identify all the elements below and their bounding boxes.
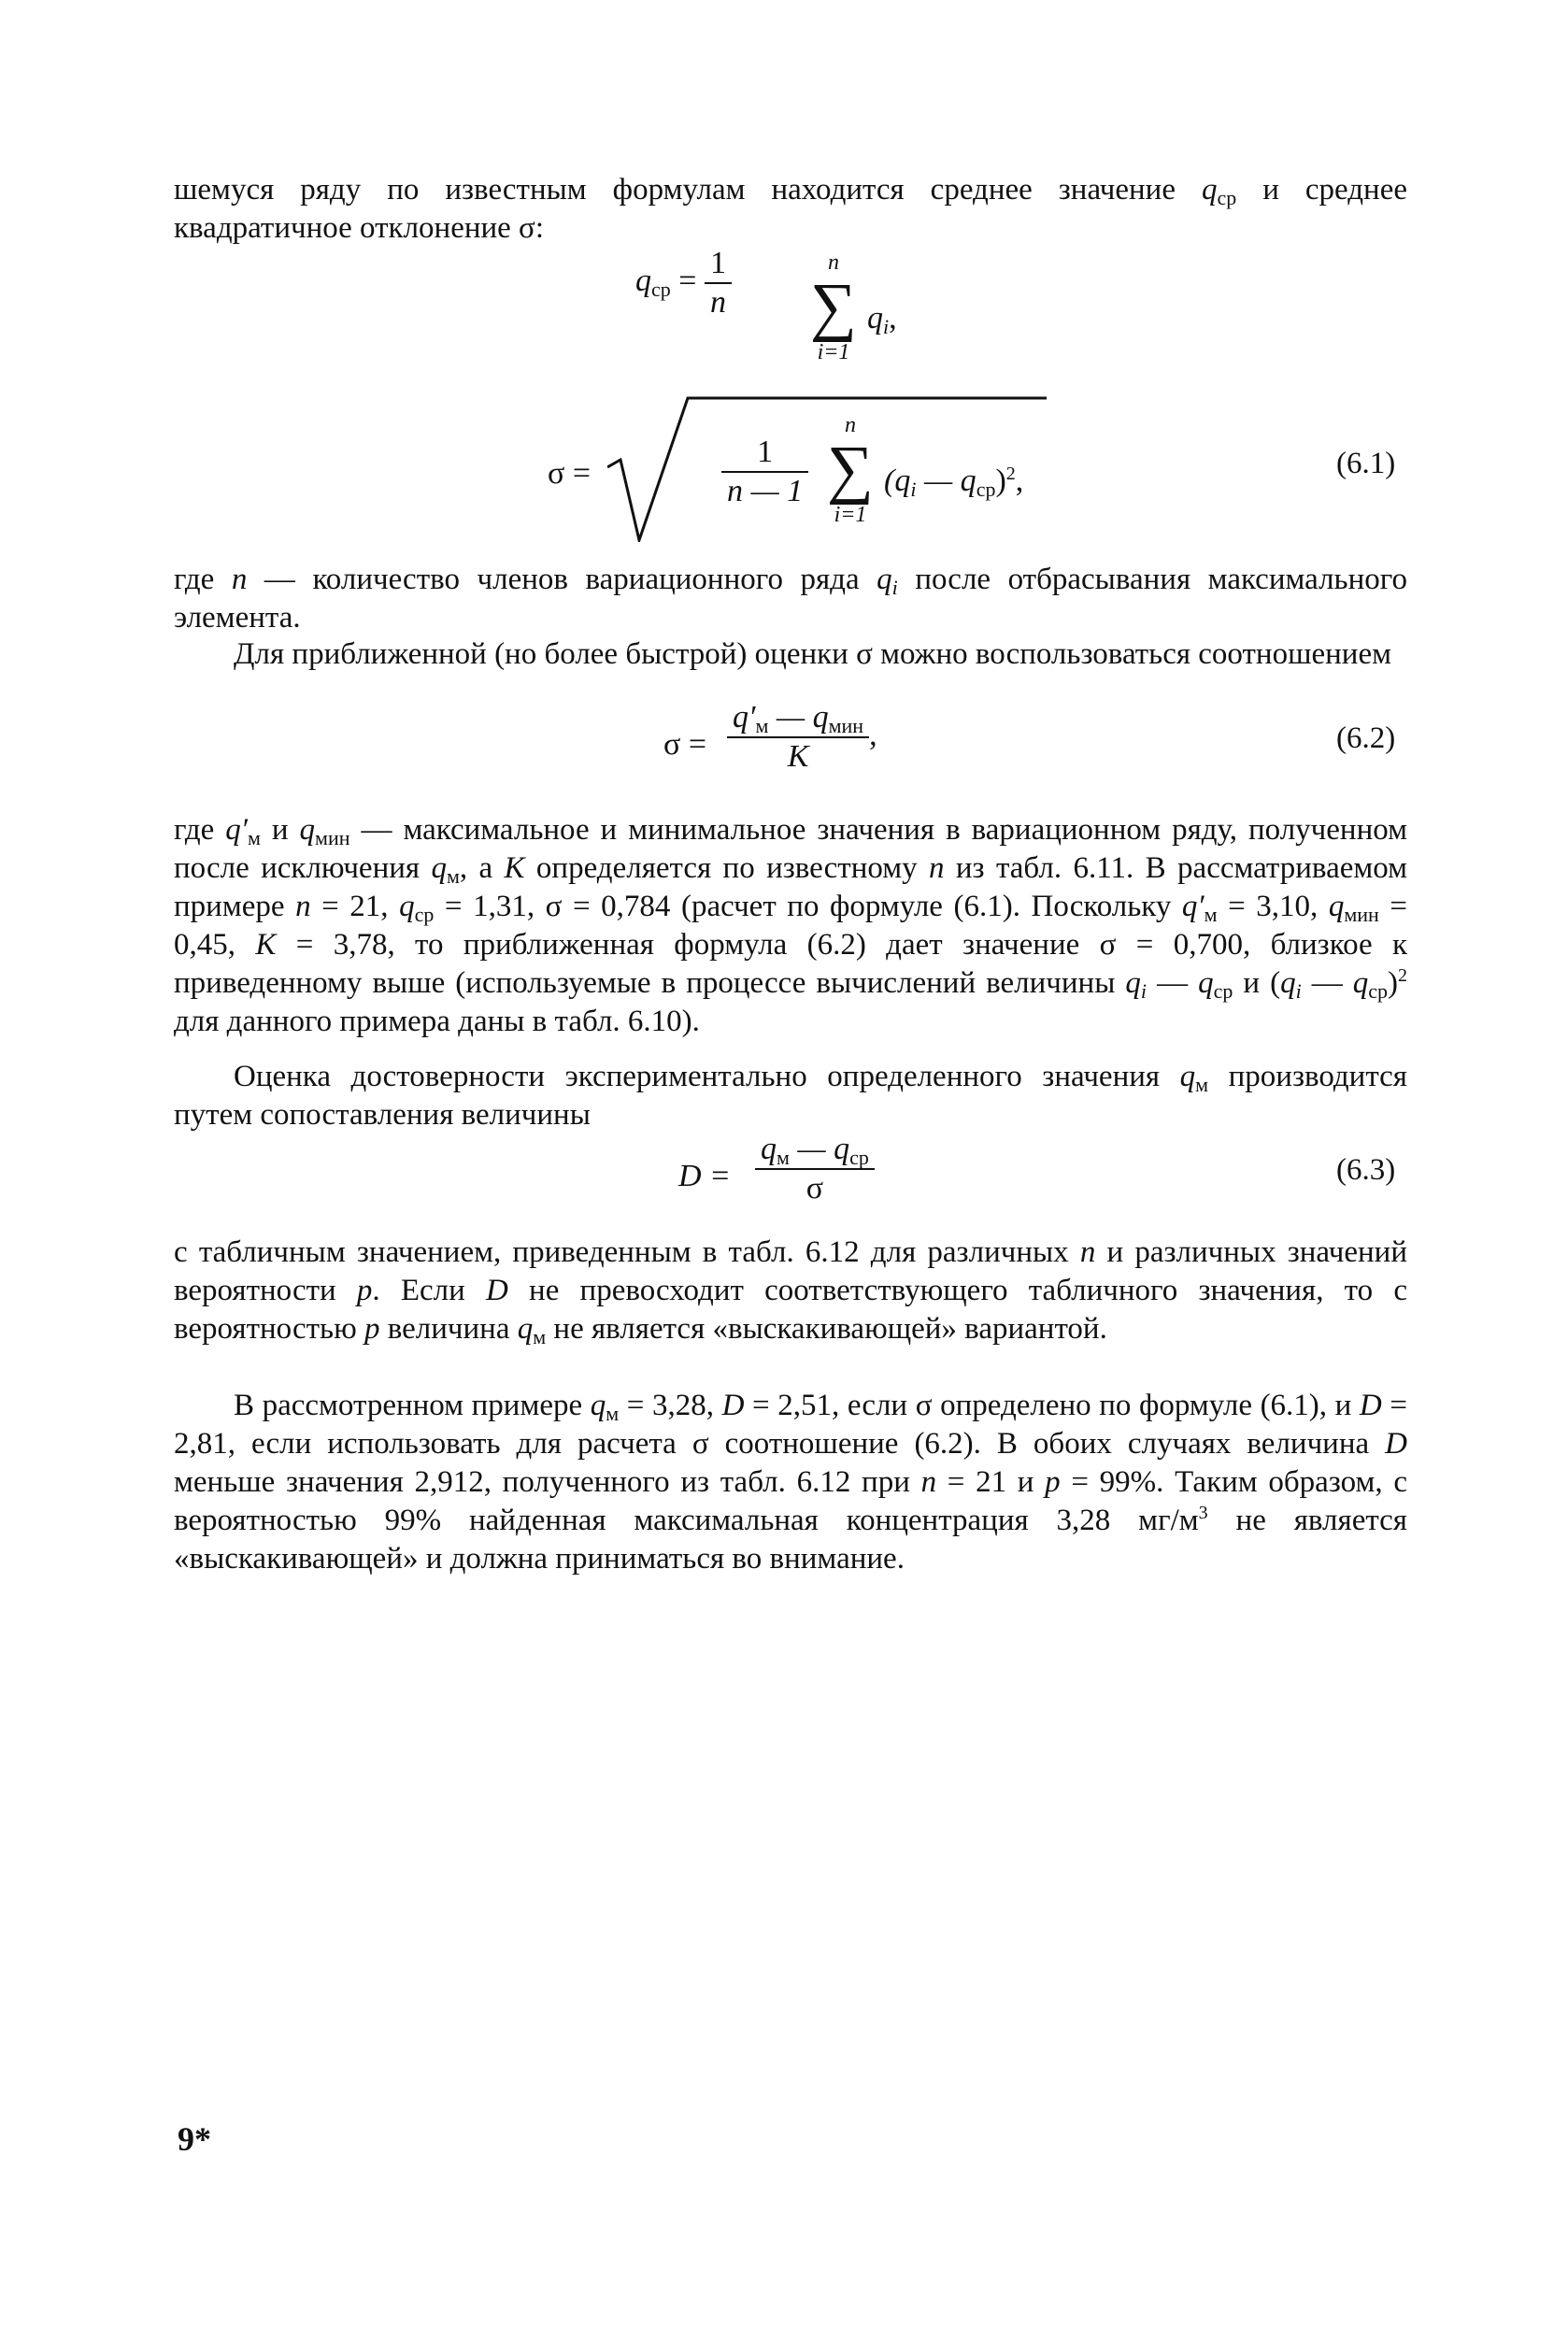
p3-t5: определяется по известному <box>524 851 930 885</box>
p3-q7: q <box>1125 966 1141 1000</box>
p5-D: D <box>486 1274 508 1307</box>
eq1-sum-sign: ∑ <box>810 271 857 343</box>
p3-t14: — <box>1301 966 1353 1000</box>
p3-q7-sub: i <box>1140 979 1147 1003</box>
eq1-fraction <box>705 245 732 321</box>
eq3-lhs: σ = <box>663 727 707 762</box>
p3-q2-sub: мин <box>315 826 350 849</box>
eq3-fraction <box>727 699 869 776</box>
intro-text-2: и среднее квадратичное отклонение σ: <box>174 173 1407 245</box>
eq3-num-q1: q′ <box>733 700 756 735</box>
eq1-comma: , <box>889 301 897 335</box>
p1-q-sub: i <box>891 576 898 599</box>
p3-t8: = 1,31, σ = 0,784 (расчет по формуле (6.1). Поскольку <box>434 890 1182 923</box>
intro-paragraph <box>174 171 1407 248</box>
p1-t1: где <box>174 563 232 596</box>
eq3-num-sub2: мин <box>828 714 864 737</box>
eq2-frac-den: n — 1 <box>727 474 804 508</box>
eq4-num-mid: — q <box>789 1132 850 1166</box>
p3-t11: = 3,78, то приближенная формула (6.2) дает значение σ = 0,700, близкое к приведенному выше (используемые в процессе вычислений величины <box>174 928 1407 1000</box>
eq3-num <box>727 699 869 738</box>
p6-t6: = 21 и <box>936 1465 1046 1499</box>
p4-t1: Оценка достоверности экспериментально определенного значения <box>234 1060 1180 1093</box>
eq4-num-q1: q <box>761 1132 777 1166</box>
paragraph-1 <box>174 561 1407 637</box>
p3-q4-sub: ср <box>414 903 435 926</box>
p6-p: p <box>1045 1465 1061 1499</box>
eq-number-6-3: (6.3) <box>1336 1153 1396 1187</box>
var-q: q <box>1201 173 1218 207</box>
p6-D2: D <box>1359 1389 1382 1422</box>
paragraph-2: Для приближенной (но более быстрой) оценки σ можно воспользоваться соотношением <box>234 637 1391 671</box>
p6-t2: = 3,28, <box>619 1389 722 1422</box>
eq1-sum <box>805 250 862 364</box>
intro-text-1: шемуся ряду по известным формулам находится среднее значение <box>174 173 1202 207</box>
p3-q8-sub: ср <box>1213 979 1233 1003</box>
paragraph-3 <box>174 811 1407 1041</box>
p3-K2: K <box>255 928 277 962</box>
p4-q: q <box>1179 1060 1196 1093</box>
p6-t8: не является «выскакивающей» и должна приниматься во внимание. <box>174 1504 1407 1576</box>
p3-t12: — <box>1147 966 1199 1000</box>
eq1-term-sub: i <box>883 315 890 338</box>
p3-q10-sub: ср <box>1368 979 1388 1003</box>
p3-t3: — максимальное и минимальное значения в вариационном ряду, полученном после исключения <box>174 813 1407 885</box>
p5-q: q <box>517 1312 534 1346</box>
eq3-comma: , <box>869 717 877 752</box>
p3-t6: из табл. 6.11. В рассматриваемом примере <box>174 851 1407 923</box>
p5-t4: не превосходит соответствующего табличного значения, то с вероятностью <box>174 1274 1408 1346</box>
p3-t4: , а <box>459 851 505 885</box>
p3-q9-sub: i <box>1295 979 1302 1003</box>
eq2-sum-top: n <box>845 413 856 437</box>
p3-q6: q <box>1328 890 1345 923</box>
p3-K: K <box>504 851 525 885</box>
p3-n2: n <box>295 890 311 923</box>
eq2-comma: , <box>1015 464 1024 498</box>
p5-q-sub: м <box>533 1325 547 1348</box>
eq1-equals: = <box>678 263 697 298</box>
p3-n: n <box>929 851 945 885</box>
eq2-frac-num: 1 <box>721 434 808 473</box>
p6-n: n <box>920 1465 937 1499</box>
eq4-den: σ <box>805 1171 824 1205</box>
p3-q6-sub: мин <box>1344 903 1379 926</box>
p3-sq: 2 <box>1398 965 1407 986</box>
eq2-fraction-wrap <box>721 434 808 510</box>
eq2-term2-sub: ср <box>976 478 996 501</box>
eq2-sum-bottom: i=1 <box>834 503 867 527</box>
eq4-lhs <box>678 1159 731 1194</box>
p4-t2: производится путем сопоставления величины <box>174 1060 1407 1132</box>
eq2-lhs: σ = <box>548 456 592 491</box>
eq2-power: 2 <box>1005 464 1016 484</box>
p4-q-sub: м <box>1195 1073 1209 1096</box>
p3-q5-sub: м <box>1204 903 1218 926</box>
eq1-lhs: q <box>635 263 651 298</box>
sub-cp: ср <box>1217 186 1237 209</box>
eq1-sum-bottom: i=1 <box>817 340 850 364</box>
p1-n: n <box>231 563 248 596</box>
page-number: 9* <box>178 2120 211 2158</box>
p6-t1: В рассмотренном примере <box>234 1389 591 1422</box>
p3-q1-sub: м <box>248 826 261 849</box>
p5-n: n <box>1079 1235 1096 1269</box>
p3-q3: q <box>431 851 447 885</box>
p5-t5: величина <box>379 1312 518 1346</box>
p6-t7: = 99%. Таким образом, с вероятностью 99% найденная максимальная концентрация 3,28 мг/м <box>174 1465 1407 1537</box>
eq1-frac-num: 1 <box>705 245 732 284</box>
p3-t1: где <box>174 813 226 847</box>
p3-q1: q′ <box>225 813 249 847</box>
eq3-num-sub1: м <box>755 714 769 737</box>
eq1-term <box>867 301 897 336</box>
eq2-term-3: ) <box>995 464 1006 498</box>
p5-t3: . Если <box>372 1274 486 1307</box>
p3-t16: для данного примера даны в табл. 6.10). <box>174 1005 700 1038</box>
eq1-term-q: q <box>867 301 883 335</box>
eq3-num-mid: — q <box>768 700 829 735</box>
eq-number-6-1: (6.1) <box>1336 447 1396 480</box>
eq2-term-sub: i <box>910 478 917 501</box>
p6-t4: = 2,81, если использовать для расчета σ соотношение (6.2). В обоих случаях величина <box>174 1389 1407 1461</box>
p6-t5: меньше значения 2,912, полученного из табл. 6.12 при <box>174 1465 921 1499</box>
eq1-lhs-sub: ср <box>651 277 671 301</box>
p6-q-sub: м <box>606 1402 620 1425</box>
p5-t6: не является «выскакивающей» вариантой. <box>546 1312 1107 1346</box>
p1-t3: после отбрасывания максимального элемента. <box>174 563 1407 635</box>
p5-p2: p <box>364 1312 380 1346</box>
eq3-den: K <box>787 739 809 774</box>
eq2-term <box>884 464 1023 499</box>
p3-q5: q′ <box>1181 890 1205 923</box>
eq4-num-sub2: ср <box>849 1146 869 1169</box>
equation-mean <box>635 245 732 321</box>
p5-p: p <box>356 1274 373 1307</box>
paragraph-4 <box>174 1058 1407 1134</box>
eq4-fraction <box>755 1131 875 1207</box>
eq2-term-2: — q <box>916 464 976 498</box>
p5-t1: с табличным значением, приведенным в табл. 6.12 для различных <box>174 1235 1080 1269</box>
eq1-sum-top: n <box>828 250 839 275</box>
p1-q: q <box>877 563 892 596</box>
p3-q10: q <box>1352 966 1369 1000</box>
p6-q: q <box>590 1389 606 1422</box>
eq3-fraction-wrap <box>727 699 877 776</box>
eq4-num-sub1: м <box>777 1146 790 1169</box>
p6-D3: D <box>1385 1427 1407 1461</box>
eq2-fraction <box>721 434 808 510</box>
p3-t9: = 3,10, <box>1217 890 1329 923</box>
eq4-lhs-text: D = <box>678 1159 731 1193</box>
p3-t10: = 0,45, <box>174 890 1407 962</box>
p3-q2: q <box>299 813 316 847</box>
p3-q8: q <box>1198 966 1214 1000</box>
p6-t3: = 2,51, если σ определено по формуле (6.1), и <box>744 1389 1360 1422</box>
p3-q9: q <box>1280 966 1296 1000</box>
p1-t2: — количество членов вариационного ряда <box>247 563 877 596</box>
eq4-num <box>755 1131 875 1170</box>
p5-t2: и различных значений вероятности <box>174 1235 1407 1307</box>
p3-t15: ) <box>1388 966 1398 1000</box>
p3-t13: и ( <box>1233 966 1281 1000</box>
eq2-sum-sign: ∑ <box>827 434 874 506</box>
p3-q4: q <box>399 890 415 923</box>
paragraph-5 <box>174 1234 1407 1348</box>
p3-t7: = 21, <box>310 890 400 923</box>
eq2-term-1: (q <box>884 464 911 498</box>
p6-cube: 3 <box>1198 1503 1208 1523</box>
eq1-frac-den: n <box>709 285 726 320</box>
p3-q3-sub: м <box>446 864 460 888</box>
p3-t2: и <box>260 813 300 847</box>
eq4-fraction-wrap <box>755 1131 875 1207</box>
eq-number-6-2: (6.2) <box>1336 721 1396 755</box>
paragraph-6 <box>174 1387 1407 1578</box>
eq2-sum <box>822 413 878 527</box>
p6-D: D <box>721 1389 745 1422</box>
